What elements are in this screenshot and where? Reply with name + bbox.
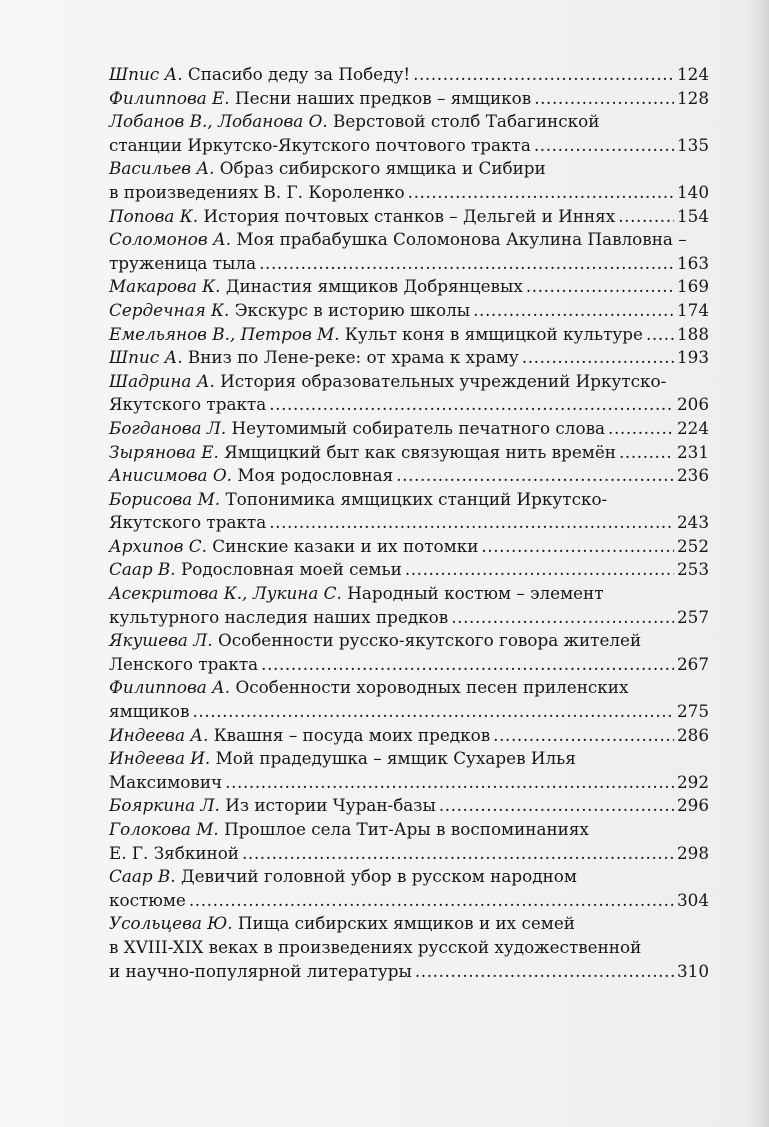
toc-entry-title: Квашня – посуда моих предков [213,724,491,745]
toc-entry [109,228,709,275]
toc-entry-author: Архипов С. [109,535,207,556]
toc-entry-line [109,865,709,889]
dot-leader [261,653,674,677]
toc-entry-page-number: 188 [676,323,709,344]
toc-entry-title: Ленского тракта [109,653,259,674]
toc-entry-page-number: 193 [676,347,709,368]
toc-entry-title: Особенности хороводных песен приленских [235,677,629,698]
toc-entry-author: Индеева И. [109,748,211,769]
toc-entry-last-line [109,181,709,205]
toc-entry-last-line [109,299,709,323]
toc-entry [109,912,709,983]
toc-entry-author: Саар В. [109,866,176,887]
dot-leader [269,393,674,417]
toc-entry-title: Прошлое села Тит-Ары в воспоминаниях [224,819,589,839]
toc-entry-page-number: 135 [676,134,709,155]
toc-entry-title: станции Иркутско-Якутского почтового тракта [109,134,531,155]
dot-leader [242,842,674,866]
toc-entry-page-number: 257 [676,606,709,627]
toc-entry [109,747,709,794]
toc-entry-title: Вниз по Лене-реке: от храма к храму [187,347,519,368]
dot-leader [534,87,674,111]
toc-entry-title: Родословная моей семьи [180,559,402,580]
dot-leader [646,323,674,347]
toc-entry-title: Ямщицкий быт как связующая нить времён [224,441,616,462]
toc-entry-line [109,676,709,700]
toc-entry-page-number: 128 [676,87,709,108]
toc-entry [109,464,709,488]
dot-leader [259,252,674,276]
dot-leader [269,511,674,535]
toc-entry-page-number: 154 [676,205,709,226]
toc-entry [109,629,709,676]
toc-entry-title: Песни наших предков – ямщиков [234,87,532,108]
toc-entry [109,558,709,582]
toc-entry-last-line [109,794,709,818]
toc-entry-last-line [109,63,709,87]
toc-entry [109,676,709,723]
toc-entry-page-number: 236 [676,465,709,486]
toc-entry-line [109,157,709,181]
toc-entry-last-line [109,960,709,984]
toc-entry-line [109,818,709,842]
dot-leader [396,464,674,488]
toc-entry-title: костюме [109,889,186,910]
toc-entry-page-number: 292 [676,771,709,792]
toc-entry [109,275,709,299]
toc-entry-last-line [109,252,709,276]
dot-leader [618,205,674,229]
toc-entry-title: ямщиков [109,701,190,722]
toc-entry-title: Максимович [109,771,223,792]
dot-leader [189,889,674,913]
toc-entry-title: Экскурс в историю школы [234,299,471,320]
toc-entry [109,417,709,441]
toc-entry-author: Соломонов А. [109,229,232,250]
toc-entry-last-line [109,464,709,488]
toc-entry-author: Анисимова О. [109,465,232,486]
toc-entry-title: Моя родословная [237,465,394,486]
toc-entry-last-line [109,134,709,158]
toc-entry-page-number: 243 [676,512,709,533]
toc-entry-title: Девичий головной убор в русском народном [180,866,577,887]
toc-entry-author: Васильев А. [109,158,215,179]
toc-entry-page-number: 298 [676,842,709,863]
toc-entry [109,794,709,818]
toc-entry-page-number: 252 [676,535,709,556]
toc-entry-title: Мой прадедушка – ямщик Сухарев Илья [215,748,576,769]
toc-entry-author: Асекритова К., Лукина С. [109,583,342,604]
toc-entry [109,323,709,347]
toc-entry-author: Шпис А. [109,64,183,84]
toc-entry-page-number: 267 [676,653,709,674]
toc-entry-title: Синские казаки и их потомки [212,535,479,556]
dot-leader [608,417,674,441]
toc-entry [109,110,709,157]
dot-leader [405,558,674,582]
toc-entry-title: Якутского тракта [109,512,267,533]
toc-entry-last-line [109,205,709,229]
dot-leader [522,346,674,370]
toc-entry-title: Якутского тракта [109,394,267,415]
page-edge-shadow [743,0,769,1127]
toc-entry-author: Филиппова Е. [109,87,230,108]
toc-entry [109,205,709,229]
toc-entry [109,346,709,370]
toc-entry-title: Спасибо деду за Победу! [187,64,411,84]
dot-leader [413,63,674,87]
toc-entry-author: Бояркина Л. [109,795,220,816]
toc-entry-author: Голокова М. [109,819,219,839]
toc-entry-title: Верстовой столб Табагинской [333,111,600,132]
dot-leader [619,441,674,465]
toc-entry [109,157,709,204]
toc-entry-author: Индеева А. [109,724,209,745]
toc-entry-page-number: 275 [676,701,709,722]
toc-entry-line [109,936,709,960]
toc-entry-author: Зырянова Е. [109,441,219,462]
toc-entry-last-line [109,511,709,535]
toc-entry [109,299,709,323]
dot-leader [192,700,674,724]
toc-entry-title: Моя прабабушка Соломонова Акулина Павловна – [236,229,687,250]
toc-entry [109,441,709,465]
toc-entry-page-number: 206 [676,394,709,415]
toc-entry-line [109,370,709,394]
toc-entry-last-line [109,653,709,677]
dot-leader [493,724,674,748]
toc-entry-title: Пища сибирских ямщиков и их семей [237,913,575,934]
toc-entry [109,818,709,865]
toc-entry-title: Династия ямщиков Добрянцевых [225,276,523,297]
toc-entry-author: Усольцева Ю. [109,913,233,934]
toc-entry-page-number: 169 [676,276,709,297]
toc-entry [109,582,709,629]
dot-leader [408,181,674,205]
toc-entry-last-line [109,87,709,111]
toc-entry-title: Культ коня в ямщицкой культуре [344,323,643,344]
toc-entry-last-line [109,535,709,559]
toc-entry-author: Борисова М. [109,488,221,509]
toc-entry-title: и научно-популярной литературы [109,960,412,981]
toc-entry-line [109,629,709,653]
toc-entry-title: Топонимика ямщицких станций Иркутско- [225,488,608,509]
toc-entry-page-number: 124 [676,64,709,84]
toc-entry-line [109,228,709,252]
toc-entry-line [109,488,709,512]
toc-entry-last-line [109,606,709,630]
dot-leader [451,606,674,630]
toc-entry-author: Шадрина А. [109,370,215,391]
toc-entry-page-number: 140 [676,181,709,202]
toc-entry-title: Образ сибирского ямщика и Сибири [219,158,546,179]
toc-entry-page-number: 286 [676,724,709,745]
toc-entry-title: в произведениях В. Г. Короленко [109,181,405,202]
toc-entry-last-line [109,700,709,724]
toc-entry-title: труженица тыла [109,252,257,273]
toc-entry-last-line [109,889,709,913]
toc-entry-page-number: 304 [676,889,709,910]
toc-entry-author: Емельянов В., Петров М. [109,323,340,344]
toc-entry-last-line [109,275,709,299]
toc-entry-title: Из истории Чуран-базы [225,795,436,816]
toc-entry-author: Якушева Л. [109,630,213,651]
toc-entry-author: Шпис А. [109,347,183,368]
toc-entry-page-number: 310 [676,960,709,981]
toc-entry-title: в XVIII-XIX веках в произведениях русской художественной [109,936,642,957]
toc-entry [109,87,709,111]
toc-entry-title: Особенности русско-якутского говора жителей [217,630,642,651]
toc-entry-page-number: 224 [676,417,709,438]
toc-entry-line [109,110,709,134]
table-of-contents [109,63,709,983]
toc-entry-page-number: 174 [676,299,709,320]
toc-entry-page-number: 163 [676,252,709,273]
toc-entry-author: Саар В. [109,559,176,580]
dot-leader [415,960,674,984]
toc-entry-page-number: 296 [676,795,709,816]
toc-entry [109,370,709,417]
dot-leader [534,134,674,158]
toc-entry [109,535,709,559]
toc-entry-line [109,582,709,606]
toc-entry-last-line [109,771,709,795]
toc-entry-title: История почтовых станков – Дельгей и Иннях [203,205,616,226]
toc-entry-title: Народный костюм – элемент [347,583,604,604]
toc-entry-title: Е. Г. Зябкиной [109,842,239,863]
toc-entry-last-line [109,558,709,582]
dot-leader [481,535,674,559]
dot-leader [225,771,674,795]
toc-entry-line [109,747,709,771]
toc-entry-last-line [109,346,709,370]
toc-entry [109,488,709,535]
toc-entry-last-line [109,393,709,417]
toc-entry [109,63,709,87]
toc-entry-line [109,912,709,936]
toc-entry-title: История образовательных учреждений Иркутско- [220,370,667,391]
toc-entry-page-number: 253 [676,559,709,580]
toc-entry [109,724,709,748]
toc-entry-author: Лобанов В., Лобанова О. [109,111,328,132]
toc-entry-author: Попова К. [109,205,199,226]
toc-entry [109,865,709,912]
toc-entry-author: Макарова К. [109,276,221,297]
toc-entry-title: Неутомимый собиратель печатного слова [231,417,606,438]
toc-entry-page-number: 231 [676,441,709,462]
dot-leader [526,275,674,299]
toc-entry-author: Сердечная К. [109,299,230,320]
toc-entry-author: Филиппова А. [109,677,231,698]
toc-entry-last-line [109,417,709,441]
toc-entry-last-line [109,441,709,465]
toc-entry-last-line [109,724,709,748]
toc-entry-title: культурного наследия наших предков [109,606,449,627]
toc-entry-last-line [109,323,709,347]
dot-leader [473,299,674,323]
dot-leader [439,794,674,818]
toc-entry-author: Богданова Л. [109,417,227,438]
toc-entry-last-line [109,842,709,866]
